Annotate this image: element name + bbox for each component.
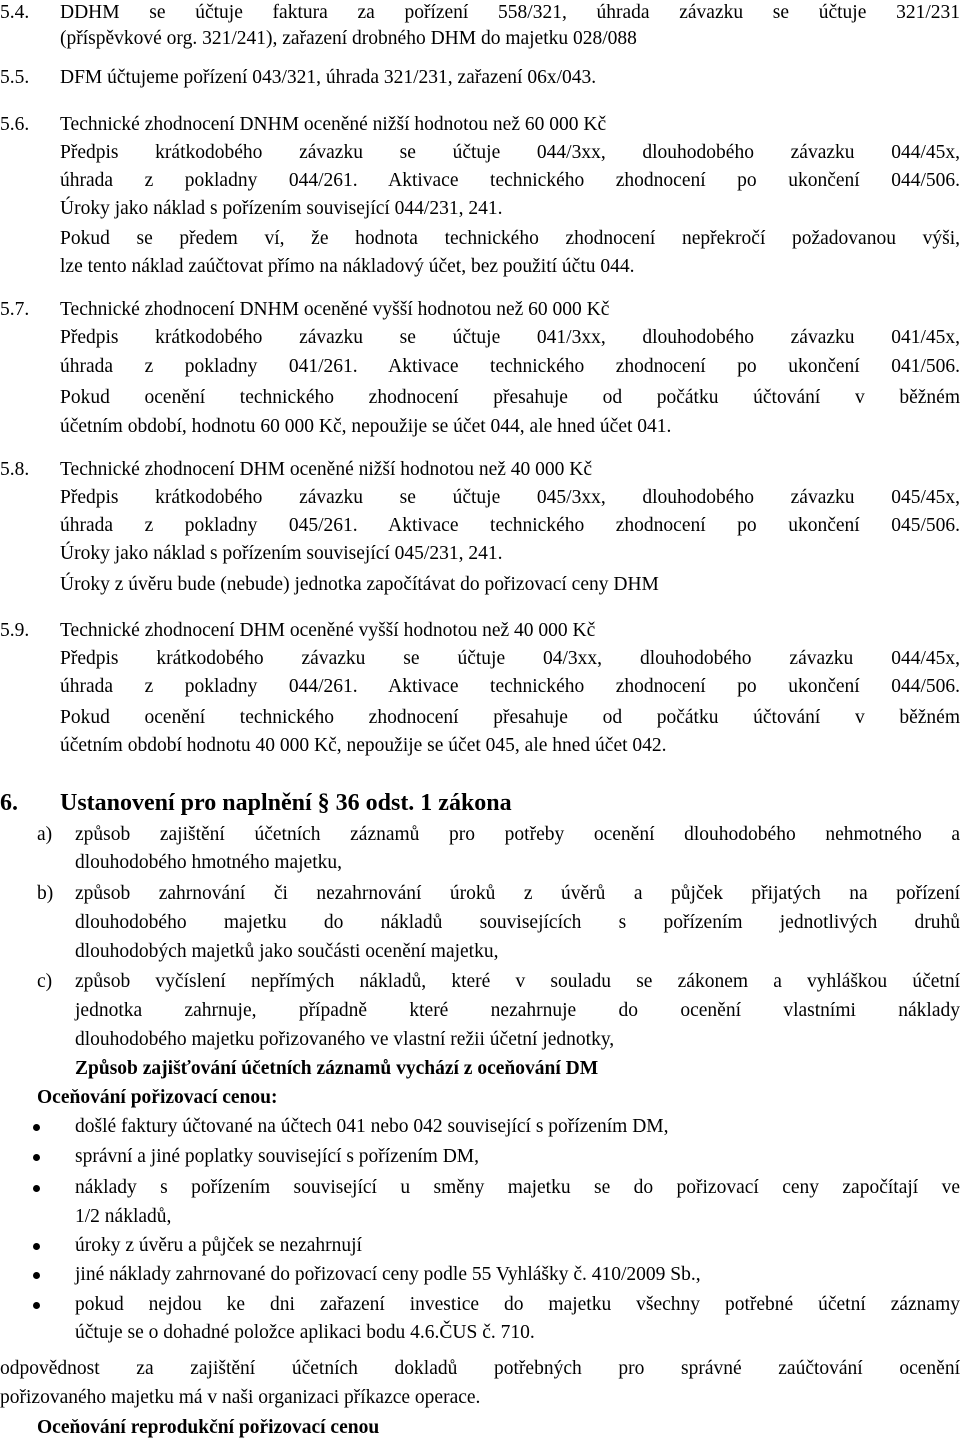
item-line: Pokud ocenění technického zhodnocení přesahuje od počátku účtování v běžném	[60, 387, 960, 408]
list-line: jednotka zahrnuje, případně které nezahrnuje do ocenění vlastními náklady	[75, 1000, 960, 1021]
bullet-line: jiné náklady zahrnované do pořizovací ceny podle 55 Vyhlášky č. 410/2009 Sb.,	[75, 1264, 701, 1285]
item-line: úhrada z pokladny 044/261. Aktivace technického zhodnocení po ukončení 044/506.	[60, 170, 960, 191]
item-line: Technické zhodnocení DNHM oceněné vyšší hodnotou než 60 000 Kč	[60, 299, 610, 320]
list-line: dlouhodobých majetků jako součásti ocenění majetku,	[75, 941, 499, 962]
list-line: dlouhodobého majetku do nákladů souvisejících s pořízením jednotlivých druhů	[75, 912, 960, 933]
list-line: dlouhodobého majetku pořizovaného ve vlastní režii účetní jednotky,	[75, 1029, 615, 1050]
bullet-icon	[33, 1272, 40, 1279]
item-line: úhrada z pokladny 044/261. Aktivace technického zhodnocení po ukončení 044/506.	[60, 676, 960, 697]
item-line: Úroky jako náklad s pořízením související 045/231, 241.	[60, 543, 503, 564]
section-title: Ustanovení pro naplnění § 36 odst. 1 zákona	[60, 790, 512, 816]
item-line: úhrada z pokladny 045/261. Aktivace technického zhodnocení po ukončení 045/506.	[60, 515, 960, 536]
bullet-item-cont	[75, 1204, 960, 1230]
item-line: účetním období, hodnotu 60 000 Kč, nepoužije se účet 044, ale hned účet 041.	[60, 416, 672, 437]
item-line: DFM účtujeme pořízení 043/321, úhrada 321/231, zařazení 06x/043.	[60, 67, 597, 88]
list-item-c-cont	[75, 998, 960, 1024]
bullet-item	[75, 1144, 960, 1170]
item-line: Předpis krátkodobého závazku se účtuje 041/3xx, dlouhodobého závazku 041/45x,	[60, 327, 960, 348]
bullet-icon	[33, 1243, 40, 1250]
closing-line	[0, 1385, 960, 1411]
bullet-line: úroky z úvěru a půjček se nezahrnují	[75, 1235, 362, 1256]
item-line: (příspěvkové org. 321/241), zařazení drobného DHM do majetku 028/088	[60, 28, 637, 49]
item-line: Úroky z úvěru bude (nebude) jednotka započítávat do pořizovací ceny DHM	[60, 574, 659, 595]
list-label-a: a)	[37, 824, 53, 845]
item-line: Pokud ocenění technického zhodnocení přesahuje od počátku účtování v běžném	[60, 707, 960, 728]
paragraph-line: pořizovaného majetku má v naši organizaci příkazce operace.	[0, 1387, 481, 1408]
item-number: 5.6.	[0, 114, 30, 135]
bold-heading-1: Způsob zajišťování účetních záznamů vychází z oceňování DM	[75, 1058, 599, 1079]
bullet-line: pokud nejdou ke dni zařazení investice do majetku všechny potřebné účetní záznamy	[75, 1294, 960, 1315]
item-line: Předpis krátkodobého závazku se účtuje 044/3xx, dlouhodobého závazku 044/45x,	[60, 142, 960, 163]
list-item-c-cont	[75, 1027, 960, 1053]
bullet-icon	[33, 1124, 40, 1131]
section-number: 6.	[0, 790, 18, 816]
list-label-b: b)	[37, 883, 54, 904]
bullet-line: správní a jiné poplatky související s pořízením DM,	[75, 1146, 480, 1167]
bullet-item	[75, 1114, 960, 1140]
bullet-item	[75, 1175, 960, 1201]
list-item-a	[75, 822, 960, 848]
bullet-line: došlé faktury účtované na účtech 041 nebo 042 související s pořízením DM,	[75, 1116, 669, 1137]
list-item-b-cont	[75, 939, 960, 965]
bullet-icon	[33, 1154, 40, 1161]
list-line: způsob zajištění účetních záznamů pro potřeby ocenění dlouhodobého nehmotného a	[75, 824, 960, 845]
bold-heading-2: Oceňování pořizovací cenou:	[37, 1087, 278, 1108]
bullet-line: 1/2 nákladů,	[75, 1206, 172, 1227]
bullet-item	[75, 1292, 960, 1318]
bold-heading-3: Oceňování reprodukční pořizovací cenou	[37, 1417, 380, 1438]
item-number: 5.8.	[0, 459, 30, 480]
bullet-icon	[33, 1302, 40, 1309]
item-line: úhrada z pokladny 041/261. Aktivace technického zhodnocení po ukončení 041/506.	[60, 356, 960, 377]
bullet-item	[75, 1262, 960, 1288]
item-line: Technické zhodnocení DHM oceněné vyšší hodnotou než 40 000 Kč	[60, 620, 596, 641]
section-heading	[0, 788, 512, 818]
list-line: dlouhodobého hmotného majetku,	[75, 852, 343, 873]
closing-line	[0, 1356, 960, 1382]
bullet-line: náklady s pořízením související u směny majetku se do pořizovací ceny započítají ve	[75, 1177, 960, 1198]
item-line: Úroky jako náklad s pořízením související 044/231, 241.	[60, 198, 503, 219]
bullet-item	[75, 1233, 960, 1259]
item-line: Předpis krátkodobého závazku se účtuje 045/3xx, dlouhodobého závazku 045/45x,	[60, 487, 960, 508]
item-line: účetním období hodnotu 40 000 Kč, nepoužije se účet 045, ale hned účet 042.	[60, 735, 667, 756]
item-line: lze tento náklad zaúčtovat přímo na nákladový účet, bez použití účtu 044.	[60, 256, 635, 277]
list-item-b-cont	[75, 910, 960, 936]
list-item-a-cont	[75, 850, 960, 876]
item-number: 5.4.	[0, 2, 30, 23]
item-line: Pokud se předem ví, že hodnota technického zhodnocení nepřekročí požadovanou výši,	[60, 228, 960, 249]
list-label-c: c)	[37, 971, 53, 992]
item-number: 5.7.	[0, 299, 30, 320]
list-item-c	[75, 969, 960, 995]
item-line: Technické zhodnocení DNHM oceněné nižší hodnotou než 60 000 Kč	[60, 114, 607, 135]
bullet-icon	[33, 1185, 40, 1192]
bullet-item-cont	[75, 1320, 960, 1346]
list-item-b	[75, 881, 960, 907]
list-line: způsob zahrnování či nezahrnování úroků z úvěrů a půjček přijatých na pořízení	[75, 883, 960, 904]
item-line: Technické zhodnocení DHM oceněné nižší hodnotou než 40 000 Kč	[60, 459, 593, 480]
item-number: 5.5.	[0, 67, 30, 88]
item-line: Předpis krátkodobého závazku se účtuje 04/3xx, dlouhodobého závazku 044/45x,	[60, 648, 960, 669]
item-number: 5.9.	[0, 620, 30, 641]
bullet-line: účtuje se o dohadné položce aplikaci bodu 4.6.ČUS č. 710.	[75, 1322, 535, 1343]
paragraph-line: odpovědnost za zajištění účetních dokladů potřebných pro správné zaúčtování ocenění	[0, 1358, 960, 1379]
item-line: DDHM se účtuje faktura za pořízení 558/321, úhrada závazku se účtuje 321/231	[60, 2, 960, 23]
list-line: způsob vyčíslení nepřímých nákladů, které v souladu se zákonem a vyhláškou účetní	[75, 971, 960, 992]
